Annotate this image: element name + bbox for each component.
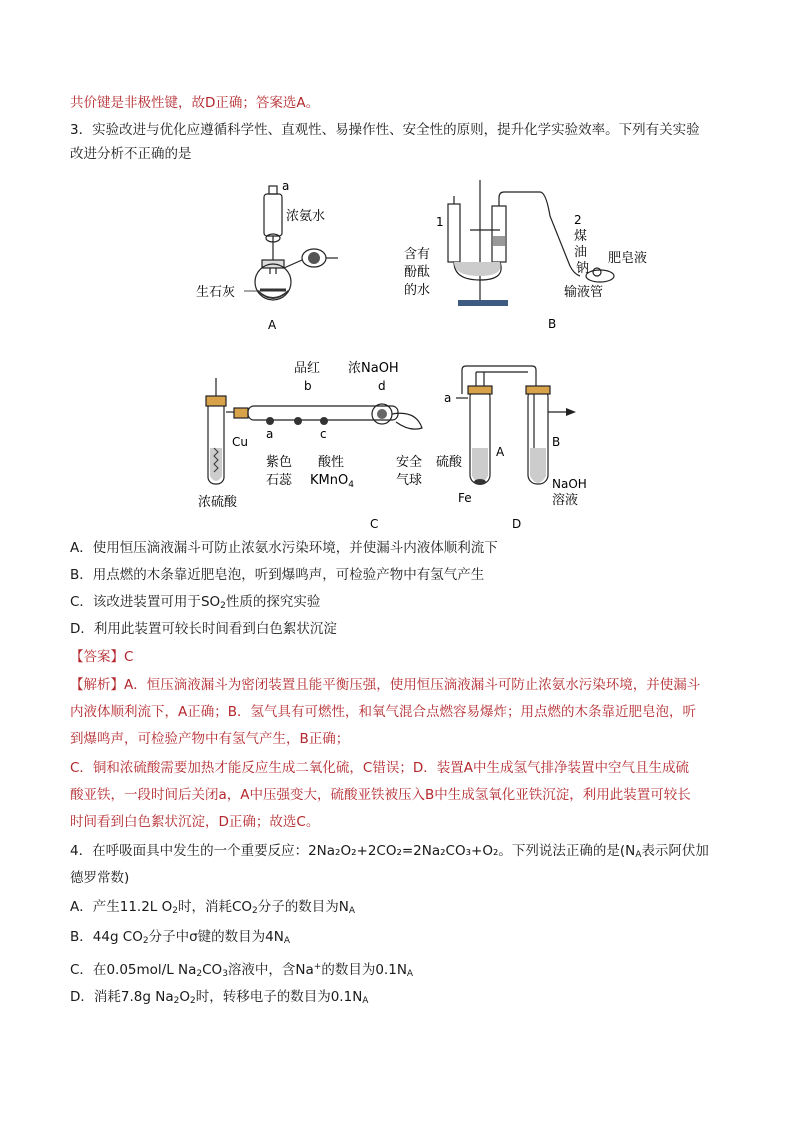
q3-analysis-line1: 【解析】A．恒压滴液漏斗为密闭装置且能平衡压强，使用恒压滴液漏斗可防止浓氨水污染环境，并使漏斗 <box>70 677 701 693</box>
fig-a-label-ammonia: 浓氨水 <box>286 209 326 224</box>
q3-stem-line2: 改进分析不正确的是 <box>70 146 192 162</box>
q3-answer: 【答案】C <box>70 649 134 665</box>
fig-d-label-naoh1: NaOH <box>552 477 587 491</box>
fig-c-label-cu: Cu <box>232 435 248 449</box>
figure-a-ammonia-apparatus <box>190 178 340 336</box>
fig-b-label-1: 1 <box>436 215 444 229</box>
fig-b-caption: B <box>548 317 557 331</box>
fig-b-label-phenol3: 的水 <box>404 283 431 298</box>
fig-d-label-A: A <box>496 445 505 459</box>
q3-option-a: A．使用恒压滴液漏斗可防止浓氨水污染环境，并使漏斗内液体顺利流下 <box>70 540 498 556</box>
fig-c-label-safe1: 安全 <box>396 455 423 470</box>
fig-c-label-kmno4: KMnO$_4$ <box>310 473 354 490</box>
q3-analysis-line4: C．铜和浓硫酸需要加热才能反应生成二氧化硫，C错误；D．装置A中生成氢气排净装置中空气且生成硫 <box>70 760 689 776</box>
fig-d-label-naoh2: 溶液 <box>552 493 579 508</box>
q3-option-d: D．利用此装置可较长时间看到白色絮状沉淀 <box>70 621 337 637</box>
fig-b-label-tube: 输液管 <box>564 285 604 300</box>
fig-b-label-kerosene2: 油 <box>574 245 588 260</box>
previous-conclusion: 共价键是非极性键，故D正确；答案选A。 <box>70 95 320 111</box>
q3-stem-line1: 3．实验改进与优化应遵循科学性、直观性、易操作性、安全性的原则，提升化学实验效率。下列有关实验 <box>70 122 700 138</box>
fig-c-label-pinhong: 品红 <box>294 361 321 376</box>
q3-analysis-line3: 到爆鸣声，可检验产物中有氢气产生，B正确； <box>70 731 350 747</box>
fig-a-label-a: a <box>282 179 290 193</box>
fig-c-label-acid: 酸性 <box>318 455 345 470</box>
fig-c-label-a: a <box>266 427 274 441</box>
fig-b-label-2: 2 <box>574 213 582 227</box>
fig-a-label-lime: 生石灰 <box>196 285 236 300</box>
fig-b-label-kerosene1: 煤 <box>574 229 588 244</box>
fig-c-label-naoh: 浓NaOH <box>348 361 399 376</box>
figure-c-so2-apparatus <box>196 358 426 534</box>
fig-b-label-phenol1: 含有 <box>404 247 431 262</box>
fig-c-label-h2so4: 浓硫酸 <box>198 495 238 510</box>
q4-option-d: D．消耗7.8g $Na_2O_2$时，转移电子的数目为$0.1N_A$ <box>70 989 369 1006</box>
q4-option-b: B．44g $CO_2$分子中σ键的数目为$4N_A$ <box>70 929 291 946</box>
fig-b-label-soap: 肥皂液 <box>608 251 648 266</box>
fig-c-label-zise2: 石蕊 <box>266 473 293 488</box>
q4-stem-line2: 德罗常数) <box>70 870 130 886</box>
fig-c-label-b: b <box>304 379 312 393</box>
q3-analysis-line6: 时间看到白色絮状沉淀，D正确；故选C。 <box>70 814 320 830</box>
fig-c-label-safe2: 气球 <box>396 473 423 488</box>
fig-b-label-na: 钠 <box>576 261 590 276</box>
fig-c-caption: C <box>370 517 379 531</box>
q4-stem-line1: 4．在呼吸面具中发生的一个重要反应：2Na₂O₂+2CO₂=2Na₂CO₃+O₂。下列说法正确的是($N_A$表示阿伏加 <box>70 843 709 860</box>
q3-analysis-line5: 酸亚铁，一段时间后关闭a，A中压强变大，硫酸亚铁被压入B中生成氢氧化亚铁沉淀，利用此装置可较长 <box>70 787 691 803</box>
fig-b-label-phenol2: 酚酞 <box>404 265 431 280</box>
fig-c-label-d: d <box>378 379 386 393</box>
q3-option-c: C．该改进装置可用于$SO_2$性质的探究实验 <box>70 594 321 611</box>
fig-d-caption: D <box>512 517 522 531</box>
figure-b-sodium-water-apparatus <box>400 176 648 336</box>
fig-d-label-acid: 硫酸 <box>436 455 463 470</box>
fig-d-label-a: a <box>444 391 452 405</box>
figure-d-ferrous-hydroxide-apparatus <box>436 358 616 534</box>
fig-d-label-fe: Fe <box>458 491 472 505</box>
q4-option-a: A．产生11.2L $O_2$时，消耗$CO_2$分子的数目为$N_A$ <box>70 899 356 916</box>
fig-d-label-B: B <box>552 435 561 449</box>
q3-analysis-line2: 内液体顺利流下，A正确；B．氢气具有可燃性，和氧气混合点燃容易爆炸；用点燃的木条靠近肥皂泡，听 <box>70 704 696 720</box>
fig-a-caption: A <box>268 318 277 332</box>
q4-option-c: C．在0.05mol/L $Na_2CO_3$溶液中，含Na+的数目为$0.1N_A$ <box>70 962 414 979</box>
fig-c-label-zise1: 紫色 <box>266 455 293 470</box>
fig-c-label-c: c <box>320 427 327 441</box>
q3-option-b: B．用点燃的木条靠近肥皂泡，听到爆鸣声，可检验产物中有氢气产生 <box>70 567 485 583</box>
